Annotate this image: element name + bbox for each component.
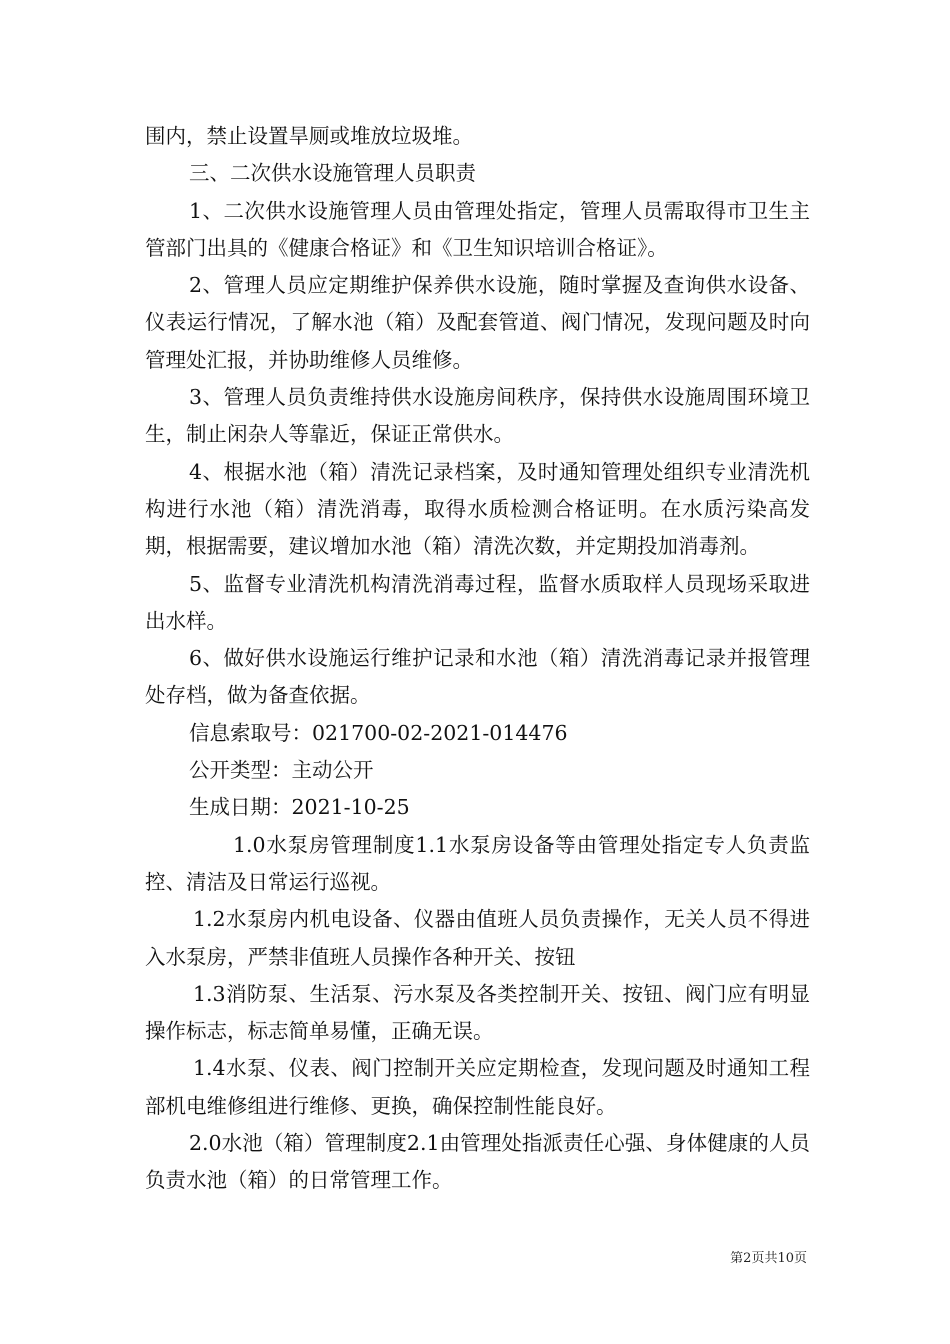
paragraph-duty-5: 5、监督专业清洗机构清洗消毒过程，监督水质取样人员现场采取进出水样。 <box>145 571 810 633</box>
page-number: 第2页共10页 <box>730 1251 807 1266</box>
paragraph-duty-4: 4、根据水池（箱）清洗记录档案，及时通知管理处组织专业清洗机构进行水池（箱）清洗消毒，取得水质检测合格证明。在水质污染高发期，根据需要，建议增加水池（箱）清洗次数，并定期投加消毒剂。 <box>145 459 810 559</box>
paragraph-duty-6: 6、做好供水设施运行维护记录和水池（箱）清洗消毒记录并报管理处存档，做为备查依据。 <box>145 646 810 708</box>
document-body <box>145 118 810 1200</box>
section-heading: 三、二次供水设施管理人员职责 <box>189 161 476 186</box>
info-index-number: 信息索取号：021700-02-2021-014476 <box>189 720 568 745</box>
paragraph-duty-1: 1、二次供水设施管理人员由管理处指定，管理人员需取得市卫生主管部门出具的《健康合格证》和《卫生知识培训合格证》。 <box>145 198 810 260</box>
paragraph-duty-3: 3、管理人员负责维持供水设施房间秩序，保持供水设施周围环境卫生，制止闲杂人等靠近，保证正常供水。 <box>145 385 810 447</box>
pump-room-rule-3: 1.3消防泵、生活泵、污水泵及各类控制开关、按钮、阀门应有明显操作标志，标志简单易懂，正确无误。 <box>145 981 810 1044</box>
pump-room-rule-2: 1.2水泵房内机电设备、仪器由值班人员负责操作，无关人员不得进入水泵房，严禁非值班人员操作各种开关、按钮 <box>145 907 810 969</box>
generation-date: 生成日期：2021-10-25 <box>189 795 410 820</box>
water-tank-rule-1: 2.0水池（箱）管理制度2.1由管理处指派责任心强、身体健康的人员负责水池（箱）的日常管理工作。 <box>145 1131 810 1193</box>
pump-room-rule-1: 1.0水泵房管理制度1.1水泵房设备等由管理处指定专人负责监控、清洁及日常运行巡视。 <box>145 832 810 894</box>
disclosure-type: 公开类型：主动公开 <box>189 758 374 783</box>
paragraph-duty-2: 2、管理人员应定期维护保养供水设施，随时掌握及查询供水设备、仪表运行情况，了解水池（箱）及配套管道、阀门情况，发现问题及时向管理处汇报，并协助维修人员维修。 <box>145 273 810 372</box>
pump-room-rule-4: 1.4水泵、仪表、阀门控制开关应定期检查，发现问题及时通知工程部机电维修组进行维修、更换，确保控制性能良好。 <box>145 1056 810 1118</box>
paragraph-continuation: 围内，禁止设置旱厕或堆放垃圾堆。 <box>145 124 473 148</box>
